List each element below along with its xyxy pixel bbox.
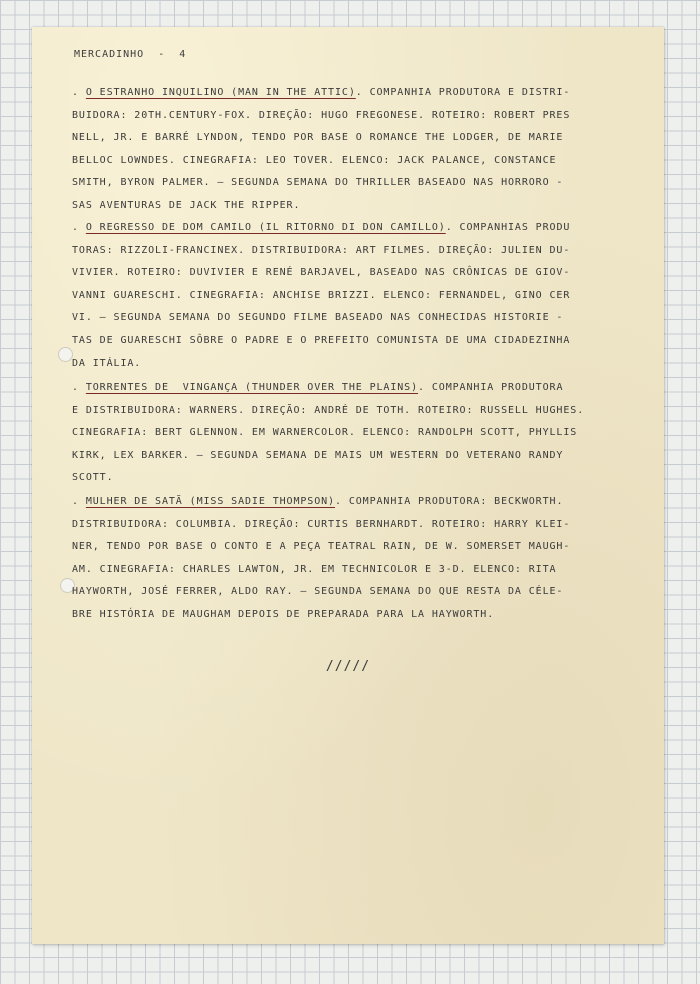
film-entry: . TORRENTES DE VINGANÇA (THUNDER OVER THE PLAINS). COMPANHIA PRODUTORA E DISTRIBUIDORA: WARNERS. DIREÇÃO: ANDRÉ DE TOTH. ROTEIRO: RUSSELL HUGHES. CINEGRAFIA: BERT GLENNON. EM WARNERCOLOR. ELENCO: RANDOLPH SCOTT, PHYLLIS KIRK, LEX BARKER. — SEGUNDA SEMANA DE MAIS UM WESTERN DO VETERANO RANDY SCOTT. <box>72 382 585 484</box>
entry-line: BRE HISTÓRIA DE MAUGHAM DEPOIS DE PREPARADA PARA LA HAYWORTH. <box>72 608 495 620</box>
film-entry: . O REGRESSO DE DOM CAMILO (IL RITORNO DI DON CAMILLO). COMPANHIAS PRODU TORAS: RIZZOLI-FRANCINEX. DISTRIBUIDORA: ART FILMES. DIREÇÃO: JULIEN DU- VIVIER. ROTEIRO: DUVIVIER E RENÉ BARJAVEL, BASEADO NAS CRÔNICAS DE GIOV- VANNI GUARESCHI. CINEGRAFIA: ANCHISE BRIZZI. ELENCO: FERNANDEL, GINO CER VI. — SEGUNDA SEMANA DO SEGUNDO FILME BASEADO NAS CONHECIDAS HISTORIE - TAS DE GUARESCHI SÔBRE O PADRE E O PREFEITO COMUNISTA DE UMA CIDADEZINHA DA ITÁLIA. <box>72 222 571 369</box>
film-entry: . O ESTRANHO INQUILINO (MAN IN THE ATTIC). COMPANHIA PRODUTORA E DISTRI- BUIDORA: 20TH.CENTURY-FOX. DIREÇÃO: HUGO FREGONESE. ROTEIRO: ROBERT PRES NELL, JR. E BARRÉ LYNDON, TENDO POR BASE O ROMANCE THE LODGER, DE MARIE BELLOC LOWNDES. CINEGRAFIA: LEO TOVER. ELENCO: JACK PALANCE, CONSTANCE SMITH, BYRON PALMER. — SEGUNDA SEMANA DO THRILLER BASEADO NAS HORRORO - SAS AVENTURAS DE JACK THE RIPPER. <box>72 87 571 211</box>
film-title: O ESTRANHO INQUILINO (MAN IN THE ATTIC) <box>85 87 356 98</box>
punch-hole <box>58 347 73 362</box>
entry-line: E DISTRIBUIDORA: WARNERS. DIREÇÃO: ANDRÉ DE TOTH. ROTEIRO: RUSSELL HUGHES. <box>72 404 585 416</box>
entry-line: HAYWORTH, JOSÉ FERRER, ALDO RAY. — SEGUNDA SEMANA DO QUE RESTA DA CÉLE- <box>72 586 564 598</box>
entry-line: . COMPANHIA PRODUTORA <box>418 382 564 393</box>
entry-line: . COMPANHIAS PRODU <box>445 222 571 233</box>
entry-line: NELL, JR. E BARRÉ LYNDON, TENDO POR BASE O ROMANCE THE LODGER, DE MARIE <box>72 132 564 144</box>
film-title: TORRENTES DE VINGANÇA (THUNDER OVER THE PLAINS) <box>85 382 419 393</box>
entry-line: CINEGRAFIA: BERT GLENNON. EM WARNERCOLOR. ELENCO: RANDOLPH SCOTT, PHYLLIS <box>72 427 578 439</box>
film-entry: . MULHER DE SATÃ (MISS SADIE THOMPSON). COMPANHIA PRODUTORA: BECKWORTH. DISTRIBUIDORA: COLUMBIA. DIREÇÃO: CURTIS BERNHARDT. ROTEIRO: HARRY KLEI- NER, TENDO POR BASE O CONTO E A PEÇA TEATRAL RAIN, DE W. SOMERSET MAUGH- AM. CINEGRAFIA: CHARLES LAWTON, JR. EM TECHNICOLOR E 3-D. ELENCO: RITA HAYWORTH, JOSÉ FERRER, ALDO RAY. — SEGUNDA SEMANA DO QUE RESTA DA CÉLE- BRE HISTÓRIA DE MAUGHAM DEPOIS DE PREPARADA PARA LA HAYWORTH. <box>72 496 571 620</box>
entry-line: DISTRIBUIDORA: COLUMBIA. DIREÇÃO: CURTIS BERNHARDT. ROTEIRO: HARRY KLEI- <box>72 518 571 530</box>
entry-line: . COMPANHIA PRODUTORA E DISTRI- <box>355 87 571 98</box>
entry-line: TORAS: RIZZOLI-FRANCINEX. DISTRIBUIDORA: ART FILMES. DIREÇÃO: JULIEN DU- <box>72 244 571 256</box>
film-title: O REGRESSO DE DOM CAMILO (IL RITORNO DI DON CAMILLO) <box>85 222 446 233</box>
entry-line: BUIDORA: 20TH.CENTURY-FOX. DIREÇÃO: HUGO FREGONESE. ROTEIRO: ROBERT PRES <box>72 109 571 121</box>
end-mark: ///// <box>325 659 371 674</box>
page-header: MERCADINHO - 4 <box>74 49 187 60</box>
film-title: MULHER DE SATÃ (MISS SADIE THOMPSON) <box>85 496 335 507</box>
entry-line: SCOTT. <box>72 472 114 484</box>
typewritten-page <box>32 27 664 944</box>
entry-line: SAS AVENTURAS DE JACK THE RIPPER. <box>72 199 301 211</box>
entry-line: VANNI GUARESCHI. CINEGRAFIA: ANCHISE BRIZZI. ELENCO: FERNANDEL, GINO CER <box>72 289 571 301</box>
entry-line: KIRK, LEX BARKER. — SEGUNDA SEMANA DE MAIS UM WESTERN DO VETERANO RANDY <box>72 449 564 461</box>
entry-line: BELLOC LOWNDES. CINEGRAFIA: LEO TOVER. ELENCO: JACK PALANCE, CONSTANCE <box>72 154 557 166</box>
entry-line: SMITH, BYRON PALMER. — SEGUNDA SEMANA DO THRILLER BASEADO NAS HORRORO - <box>72 177 564 189</box>
entry-line: NER, TENDO POR BASE O CONTO E A PEÇA TEATRAL RAIN, DE W. SOMERSET MAUGH- <box>72 541 571 553</box>
entry-line: TAS DE GUARESCHI SÔBRE O PADRE E O PREFEITO COMUNISTA DE UMA CIDADEZINHA <box>72 334 571 346</box>
entry-line: . COMPANHIA PRODUTORA: BECKWORTH. <box>334 496 564 507</box>
entry-line: DA ITÁLIA. <box>72 357 142 369</box>
entry-line: VIVIER. ROTEIRO: DUVIVIER E RENÉ BARJAVEL, BASEADO NAS CRÔNICAS DE GIOV- <box>72 267 571 279</box>
entry-line: AM. CINEGRAFIA: CHARLES LAWTON, JR. EM TECHNICOLOR E 3-D. ELENCO: RITA <box>72 563 557 575</box>
entry-line: VI. — SEGUNDA SEMANA DO SEGUNDO FILME BASEADO NAS CONHECIDAS HISTORIE - <box>72 312 564 324</box>
